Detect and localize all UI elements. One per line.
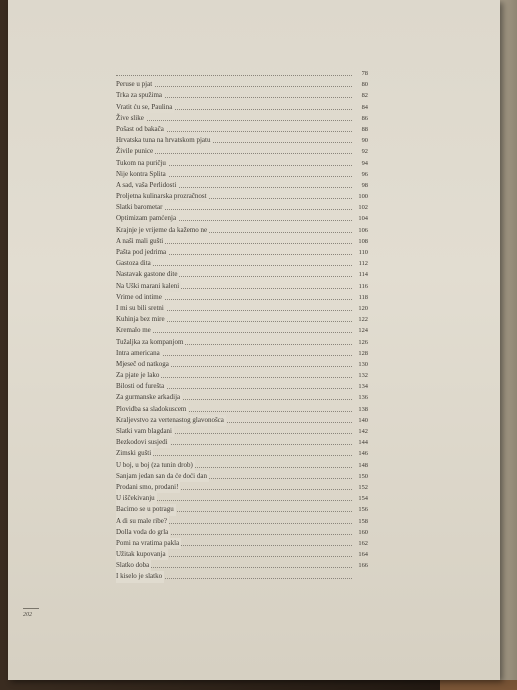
toc-entry [106,135,368,146]
toc-entry [106,146,368,157]
toc-entry-page: 140 [358,416,368,424]
toc-entry-title: Vrime od intime [116,292,164,303]
toc-entry [106,370,368,381]
toc-entry-page: 132 [358,372,368,380]
toc-entry [106,549,368,560]
toc-entry-title: Užitak kupovanja [116,549,168,560]
toc-entry-page: 92 [361,148,368,156]
toc-entry-page: 86 [361,114,368,122]
toc-entry-page: 114 [358,271,368,279]
toc-entry-page: 80 [361,81,368,89]
book-page [8,0,500,680]
toc-entry-title: Intra americana [116,348,162,359]
toc-entry-page: 108 [358,237,368,245]
toc-entry [106,225,368,236]
toc-entry-page: 154 [358,495,368,503]
toc-entry-title: Slatko doba [116,560,151,571]
toc-entry [106,213,368,224]
toc-entry-title: Gastoza dita [116,258,153,269]
toc-entry [106,437,368,448]
toc-entry-title: Dolla voda do grla [116,527,170,538]
toc-entry [106,314,368,325]
toc-entry-page: 110 [358,249,368,256]
toc-entry [106,202,368,213]
toc-entry-page: 102 [358,204,368,212]
toc-entry-title: Kremalo me [116,325,153,336]
toc-entry-page: 106 [358,226,368,234]
toc-entry-title: A naši mali gušti [116,236,165,247]
toc-entry-page: 152 [358,483,368,491]
toc-entry-page: 88 [361,125,368,133]
toc-entry-title: Kuhinja bez mire [116,314,167,325]
toc-entry-page: 90 [361,137,368,145]
toc-entry-title: Pošast od bakača [116,124,166,135]
toc-entry-title: Prodani smo, prodani! [116,482,180,493]
toc-entry [106,460,368,471]
toc-entry [106,68,368,79]
toc-entry-title: Plovidba sa sladokuscem [116,404,188,415]
toc-entry-title: Krajnje je vrijeme da kažemo ne [116,225,209,236]
toc-entry-title: Nastavak gastone dite [116,269,179,280]
toc-entry-title: Hrvatska tuna na hrvatskom pjatu [116,135,212,146]
toc-entry-title: U boj, u boj (za tunin drob) [116,460,195,471]
toc-entry-title: A di su male ribe? [116,516,169,527]
toc-entry [106,169,368,180]
toc-entry [106,538,368,549]
toc-entry-page: 98 [361,181,368,189]
toc-entry-page: 136 [358,394,368,402]
toc-entry [106,113,368,124]
toc-entry-title: Tukom na puričju [116,158,168,169]
toc-entry [106,448,368,459]
toc-entry-title: I mi su bili sretni [116,303,166,314]
toc-entry-page: 96 [361,170,368,178]
folio-rule [23,608,39,609]
toc-entry-title: Proljetna kulinarska prozračnost [116,191,209,202]
toc-entry-page: 142 [358,428,368,435]
toc-entry-title: Pašta pod jedrima [116,247,168,258]
toc-entry-page: 164 [358,551,368,559]
toc-entry-page: 100 [358,193,368,201]
toc-entry [106,236,368,247]
toc-entry-page: 124 [358,327,368,335]
toc-entry-title: Tužaljka za kompanjom [116,337,185,348]
toc-entry-title: Optimizam pamćenja [116,213,178,224]
toc-entry-title: I kiselo je slatko [116,571,164,582]
toc-entry-title: Trka za spužima [116,90,164,101]
dot-leader [116,120,352,121]
toc-entry [106,269,368,280]
toc-entry [106,292,368,303]
toc-entry [106,560,368,571]
toc-entry [106,303,368,314]
toc-entry [106,348,368,359]
toc-entry-page: 150 [358,472,368,480]
toc-entry-title: Žive slike [116,113,146,124]
toc-entry-page: 118 [358,293,368,301]
toc-entry [106,124,368,135]
toc-entry-title: A sad, vaša Perlidosti [116,180,178,191]
toc-entry [106,180,368,191]
toc-entry-page: 116 [358,282,368,290]
toc-entry-title: Slatki vam blagdani [116,426,174,437]
toc-entry [106,482,368,493]
toc-entry [106,381,368,392]
toc-entry [106,504,368,515]
toc-entry [106,158,368,169]
toc-entry [106,325,368,336]
toc-entry-page: 148 [358,461,368,469]
toc-entry-title: Zimski gušti [116,448,153,459]
toc-entry-title: Peruse u pjat [116,79,154,90]
toc-entry [106,359,368,370]
toc-entry-page: 84 [361,103,368,111]
dot-leader [116,75,352,76]
toc-entry-title: Za pjate je lako [116,370,161,381]
toc-entry [106,426,368,437]
toc-entry [106,337,368,348]
toc-entry [106,527,368,538]
toc-entry-title: Bezkodovi susjedi [116,437,170,448]
table-of-contents [106,68,368,583]
toc-entry-page: 156 [358,506,368,514]
toc-entry-page: 134 [358,383,368,391]
toc-entry [106,102,368,113]
toc-entry-page: 162 [358,539,368,547]
toc-entry-page: 78 [361,70,368,77]
toc-entry [106,258,368,269]
toc-entry-page: 82 [361,92,368,100]
toc-entry-title: Slatki barometar [116,202,164,213]
toc-entry [106,415,368,426]
toc-entry-page: 158 [358,517,368,525]
toc-entry [106,90,368,101]
toc-entry [106,281,368,292]
toc-entry-title: Mjeseč od natkoga [116,359,171,370]
toc-entry-page: 138 [358,405,368,413]
toc-entry-title: U iščekivanju [116,493,157,504]
toc-entry [106,516,368,527]
toc-entry-page: 120 [358,304,368,312]
toc-entry-title: Na Uški marani kaleni [116,281,181,292]
dot-leader [116,567,352,568]
toc-entry-page: 146 [358,450,368,458]
toc-entry-title: Pomi na vratima pakla [116,538,181,549]
toc-entry [106,404,368,415]
toc-entry-page: 130 [358,360,368,368]
toc-entry [106,247,368,258]
toc-entry [106,471,368,482]
page-number: 202 [23,612,32,618]
toc-entry-title: Za gurmanske arkadija [116,392,182,403]
toc-entry-title: Nije kontra Splita [116,169,168,180]
toc-entry-title: Živile punice [116,146,155,157]
toc-entry-page: 126 [358,338,368,346]
toc-entry-title: Bacimo se u potragu [116,504,176,515]
toc-entry-page: 104 [358,215,368,223]
toc-entry-page: 166 [358,562,368,570]
toc-entry-title: Sanjam jedan san da će doći dan [116,471,209,482]
toc-entry [106,392,368,403]
toc-entry-page: 122 [358,316,368,324]
toc-entry-title: Kraljevstvo za vertenastog glavonošca [116,415,226,426]
toc-entry [106,493,368,504]
toc-entry-page: 112 [358,260,368,268]
toc-entry [106,79,368,90]
toc-entry-title: Vratit ću se, Paulina [116,102,174,113]
toc-entry [106,191,368,202]
toc-entry-page: 160 [358,528,368,536]
toc-entry [106,571,368,582]
toc-entry-page: 128 [358,349,368,357]
toc-entry-title: Bilosti od fureštа [116,381,166,392]
toc-entry-page: 94 [361,159,368,167]
toc-entry-page: 144 [358,439,368,447]
